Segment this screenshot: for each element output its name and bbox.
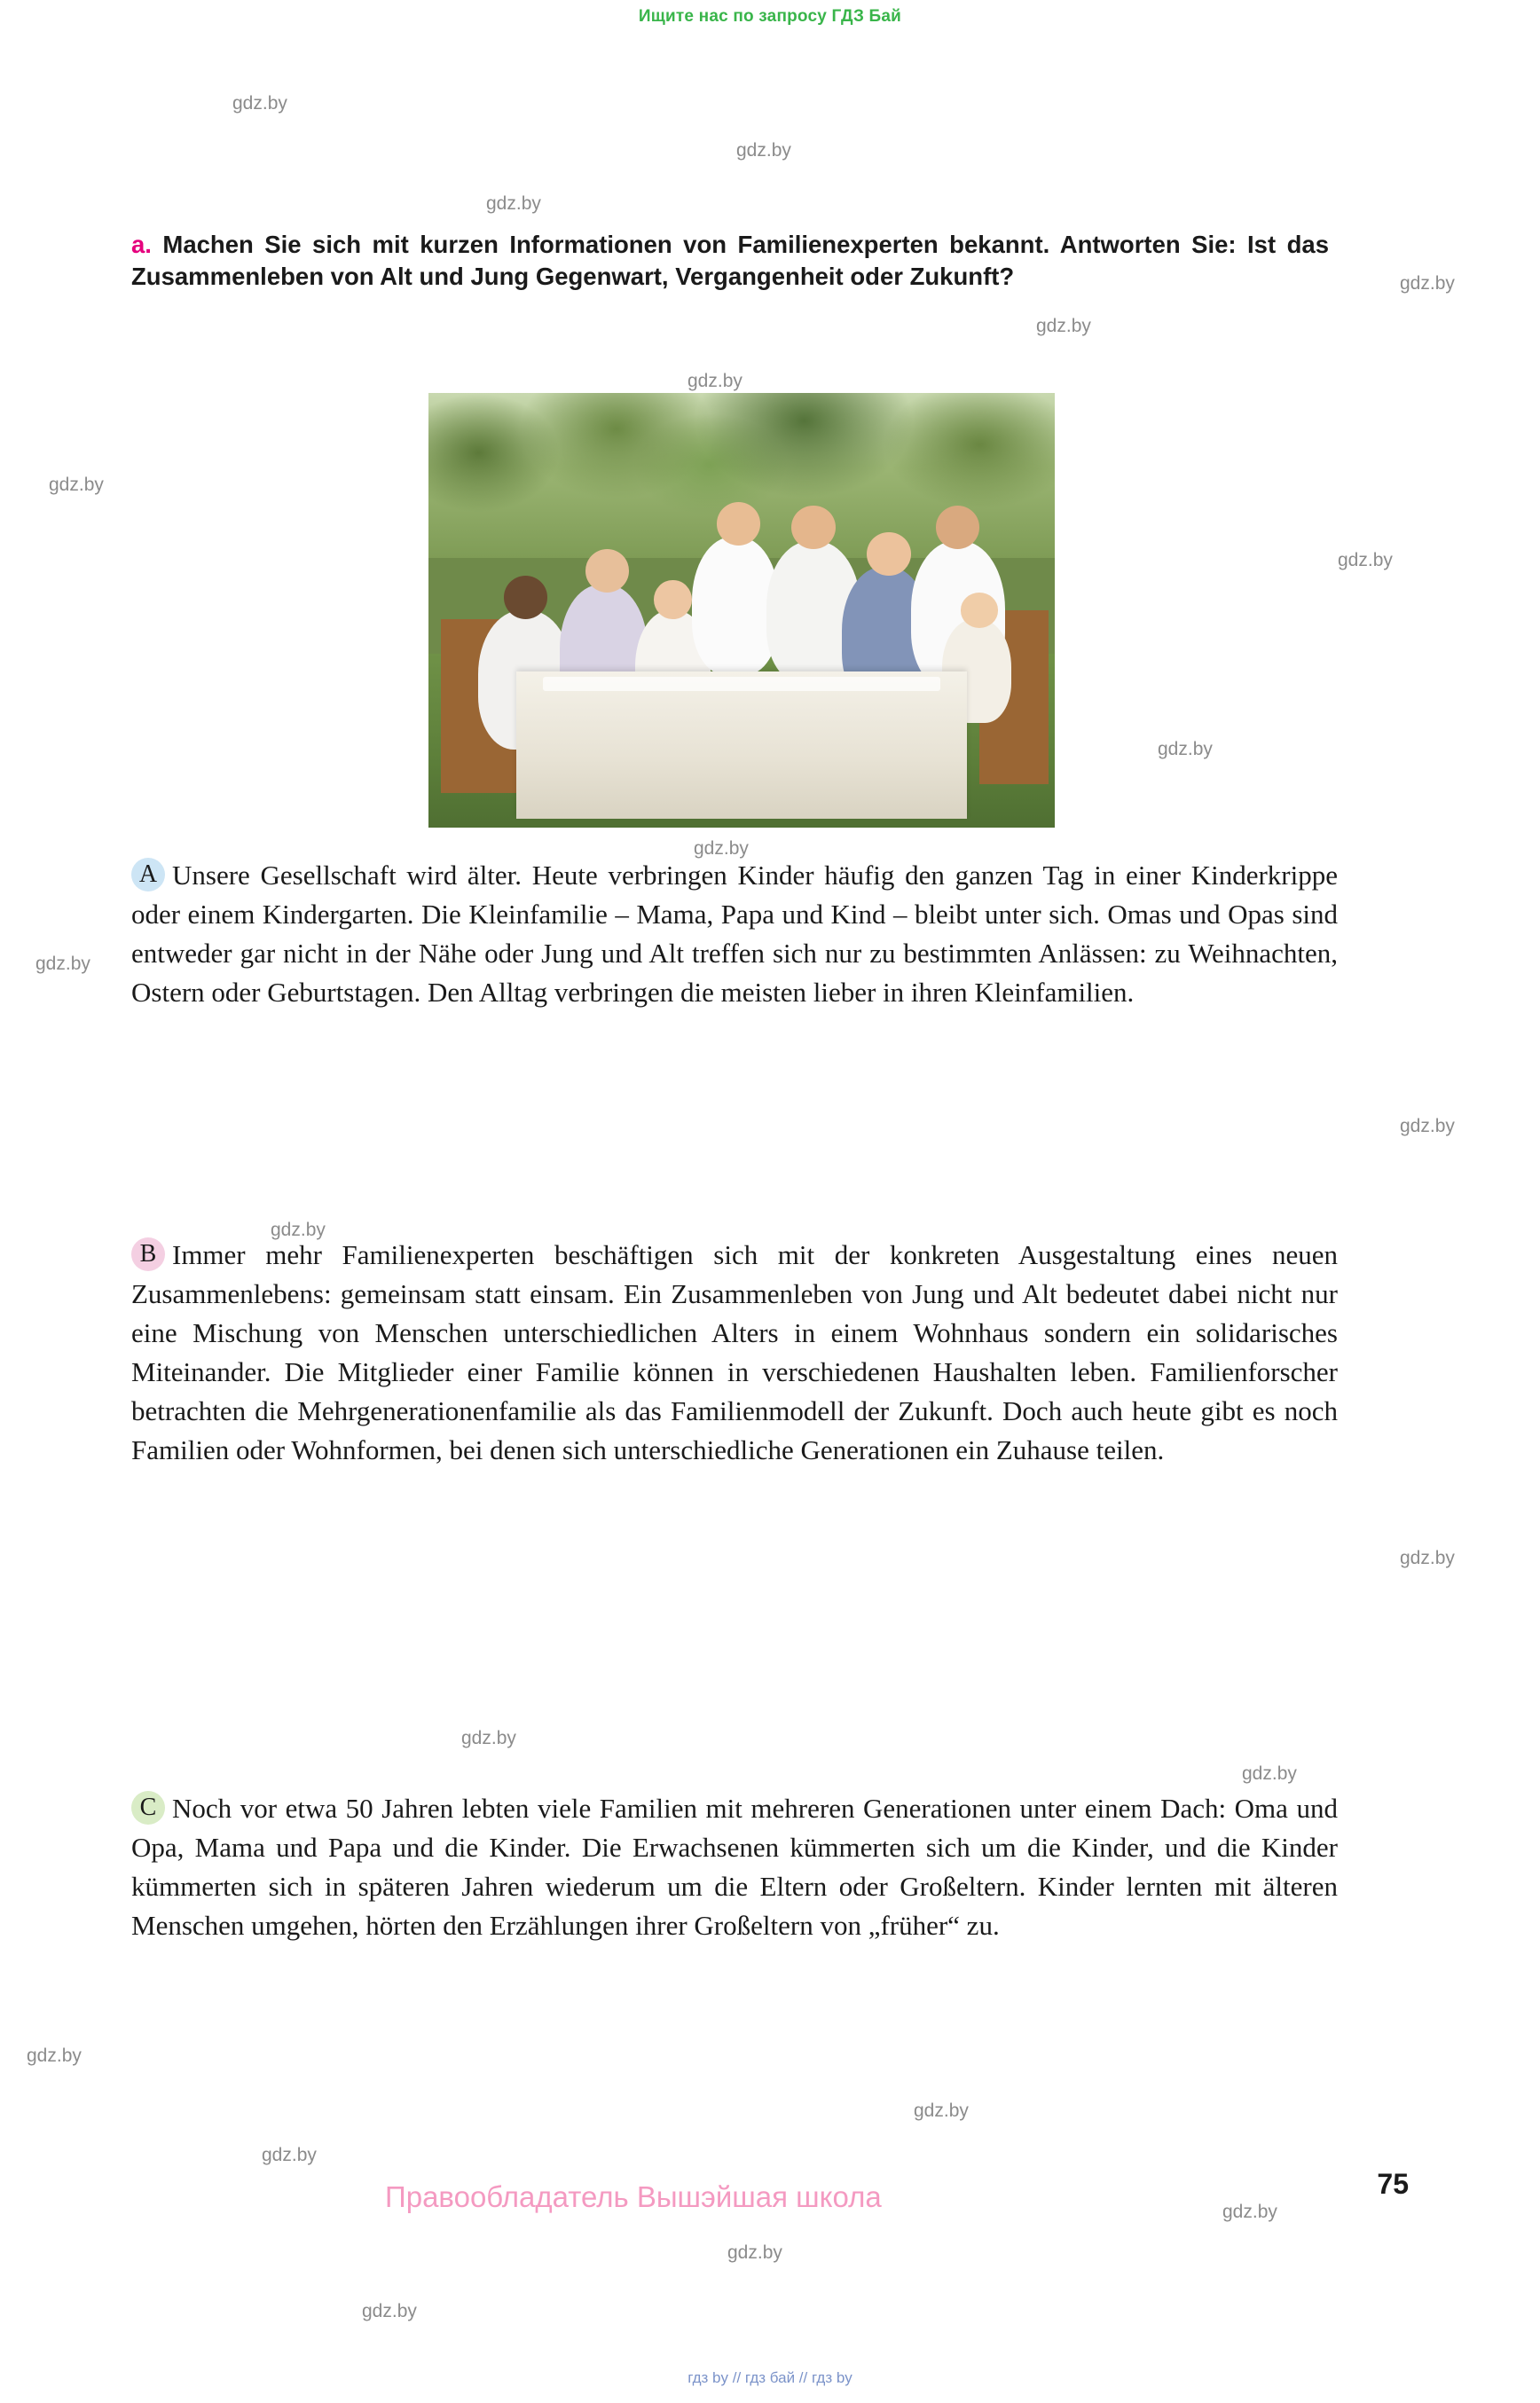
watermark-label: gdz.by — [1222, 2202, 1277, 2222]
watermark-label: gdz.by — [461, 1728, 516, 1748]
watermark-label: gdz.by — [688, 371, 742, 391]
paragraph-c-text: Noch vor etwa 50 Jahren lebten viele Familien mit mehreren Generationen unter einem Dach: Oma und Opa, Mama und Papa und die Kinder. Die Erwachsenen kümmerten sich um die Kinder, und die Kinder kümmerten sich in späteren Jahren wiederum um die Eltern oder Großeltern. Kinder lernten mit älteren Menschen umgehen, hörten den Erzählungen ihrer Großeltern von „früher“ zu. — [131, 1793, 1338, 1942]
paragraph-b-text: Immer mehr Familienexperten beschäftigen sich mit der konkreten Ausgestaltung eines neuen Zusammenlebens: gemeinsam statt einsam. Ein Zusammenleben von Jung und Alt bedeutet dabei nicht nur eine Mischung von Menschen unterschiedlichen Alters in einem Wohnhaus sondern ein solidarisches Miteinander. Die Mitglieder einer Familie können in verschiedenen Haushalten leben. Familienforscher betrachten die Mehrgenerationenfamilie als das Familienmodell der Zukunft. Doch auch heute gibt es noch Familien oder Wohnformen, bei denen sich unterschiedliche Generationen ein Zuhause teilen. — [131, 1239, 1338, 1466]
watermark-label: gdz.by — [736, 140, 791, 161]
copyright-notice: Правообладатель Вышэйшая школа — [385, 2180, 882, 2213]
watermark-label: gdz.by — [35, 954, 90, 974]
photo-head-teen — [717, 502, 760, 546]
watermark-label: gdz.by — [1400, 273, 1455, 294]
watermark-label: gdz.by — [1400, 1548, 1455, 1568]
footer-links: гдз by // гдз бай // гдз bу — [688, 2369, 852, 2386]
watermark-label: gdz.by — [27, 2046, 82, 2066]
photo-table — [516, 671, 967, 820]
paragraph-c — [131, 1789, 1338, 1945]
watermark-label: gdz.by — [1400, 1116, 1455, 1136]
watermark-label: gdz.by — [232, 93, 287, 114]
photo-head-mother — [867, 532, 910, 576]
watermark-label: gdz.by — [1036, 316, 1091, 336]
watermark-label: gdz.by — [49, 475, 104, 495]
watermark-label: gdz.by — [1338, 550, 1393, 570]
paragraph-tag-c: C — [131, 1791, 165, 1825]
watermark-label: gdz.by — [914, 2101, 969, 2121]
watermark-label: gdz.by — [1242, 1763, 1297, 1784]
watermark-label: gdz.by — [262, 2145, 317, 2165]
watermark-label: gdz.by — [727, 2242, 782, 2263]
paragraph-tag-a: A — [131, 858, 165, 891]
watermark-label: gdz.by — [271, 1220, 326, 1240]
paragraph-tag-b: B — [131, 1237, 165, 1271]
watermark-label: gdz.by — [362, 2301, 417, 2321]
search-banner: Ищите нас по запросу ГДЗ Бай — [638, 7, 902, 26]
photo-head-grandma — [585, 549, 629, 593]
watermark-label: gdz.by — [1158, 739, 1213, 759]
photo-head-grandpa — [791, 506, 835, 549]
photo-head-child-front — [654, 580, 691, 619]
photo-head-toddler — [961, 593, 998, 627]
watermark-label: gdz.by — [694, 838, 749, 859]
task-letter: a. — [131, 231, 152, 258]
task-text: Machen Sie sich mit kurzen Informationen von Familienexperten bekannt. Antworten Sie: Ist das Zusammenleben von Alt und Jung Gegenwart, Vergangenheit oder Zukunft? — [131, 231, 1329, 290]
photo-head-boy-left — [504, 576, 547, 619]
paragraph-a — [131, 856, 1338, 1012]
family-photo — [428, 393, 1055, 828]
page-number: 75 — [1377, 2168, 1409, 2200]
task-heading — [131, 229, 1329, 293]
paragraph-b — [131, 1236, 1338, 1470]
watermark-label: gdz.by — [486, 193, 541, 214]
paragraph-a-text: Unsere Gesellschaft wird älter. Heute verbringen Kinder häufig den ganzen Tag in einer Kinderkrippe oder einem Kindergarten. Die Kleinfamilie – Mama, Papa und Kind – bleibt unter sich. Omas und Opas sind entweder gar nicht in der Nähe oder Jung und Alt treffen sich nur zu bestimmten Anlässen: zu Weihnachten, Ostern oder Geburtstagen. Den Alltag verbringen die meisten lieber in ihren Kleinfamilien. — [131, 860, 1338, 1009]
